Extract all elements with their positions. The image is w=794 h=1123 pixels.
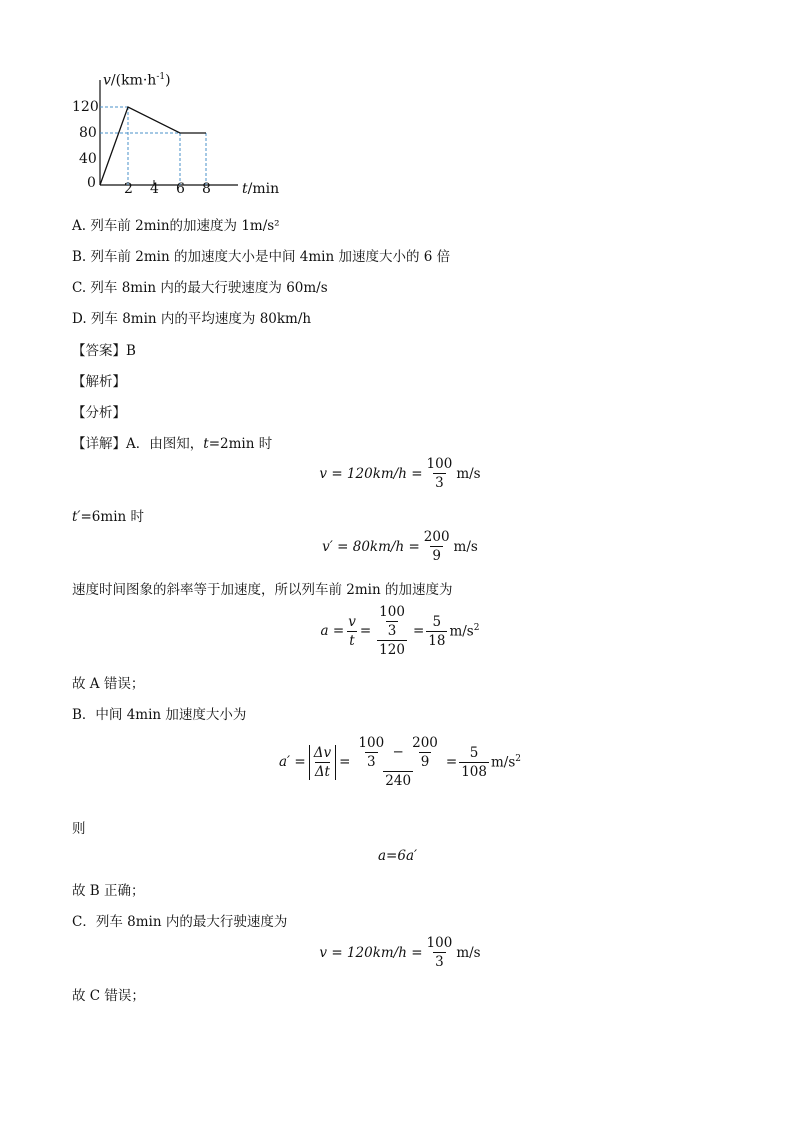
ze-label: 则	[72, 821, 86, 837]
jiexi-label: 【解析】	[72, 374, 126, 390]
equation-a: a = $\frac{v}{t}$ = $\frac{\frac{100}{3}}{120}$ = $\frac{5}{18}$ $m/s^2$	[320, 604, 480, 658]
c-line: C．列车 8min 内的最大行驶速度为	[72, 914, 288, 930]
a-conclusion: 故 A 错误；	[72, 676, 145, 692]
x-tick-6: 6	[176, 181, 185, 197]
equation-v: v = 120km/h = $\frac{100}{3}$ m/s	[319, 456, 481, 491]
detail-line-2: t′=6min 时	[72, 509, 145, 525]
velocity-line	[100, 107, 206, 185]
y-axis-label: $v/(km\cdot h^{-1})$	[103, 72, 171, 89]
equation-relation: a=6a′	[378, 848, 418, 864]
x-axis-label: t/min	[242, 181, 280, 197]
option-d: D. 列车 8min 内的平均速度为 80km/h	[72, 311, 312, 327]
velocity-time-graph	[0, 0, 794, 205]
y-tick-80: 80	[79, 125, 97, 141]
x-tick-2: 2	[124, 181, 133, 197]
option-a: A. 列车前 2min的加速度为 1m/s²	[72, 218, 280, 234]
equation-v-max: v = 120km/h = $\frac{100}{3}$ m/s	[319, 935, 481, 970]
equation-v-prime: v′ = 80km/h = $\frac{200}{9}$ m/s	[322, 529, 478, 564]
fenxi-label: 【分析】	[72, 405, 126, 421]
x-tick-4: 4	[150, 181, 159, 197]
b-line: B．中间 4min 加速度大小为	[72, 707, 247, 723]
option-b: B. 列车前 2min 的加速度大小是中间 4min 加速度大小的 6 倍	[72, 249, 451, 265]
y-tick-0: 0	[87, 175, 96, 191]
option-c: C. 列车 8min 内的最大行驶速度为 60m/s	[72, 280, 328, 296]
detail-line-3: 速度时间图象的斜率等于加速度，所以列车前 2min 的加速度为	[72, 582, 453, 598]
detail-line-1: 【详解】A．由图知，t=2min 时	[72, 436, 273, 452]
c-conclusion: 故 C 错误；	[72, 988, 145, 1004]
y-tick-120: 120	[72, 99, 99, 115]
equation-a-prime: a′ = $\frac{\Delta v}{\Delta t}$ = $\frac{100}{3}$ − $\frac{200}{9}$ 240 = $\frac{5}{108}$ $m/s^2$	[279, 735, 521, 789]
y-tick-40: 40	[79, 151, 97, 167]
answer-label: 【答案】B	[72, 343, 136, 359]
b-conclusion: 故 B 正确；	[72, 883, 145, 899]
x-tick-8: 8	[202, 181, 211, 197]
